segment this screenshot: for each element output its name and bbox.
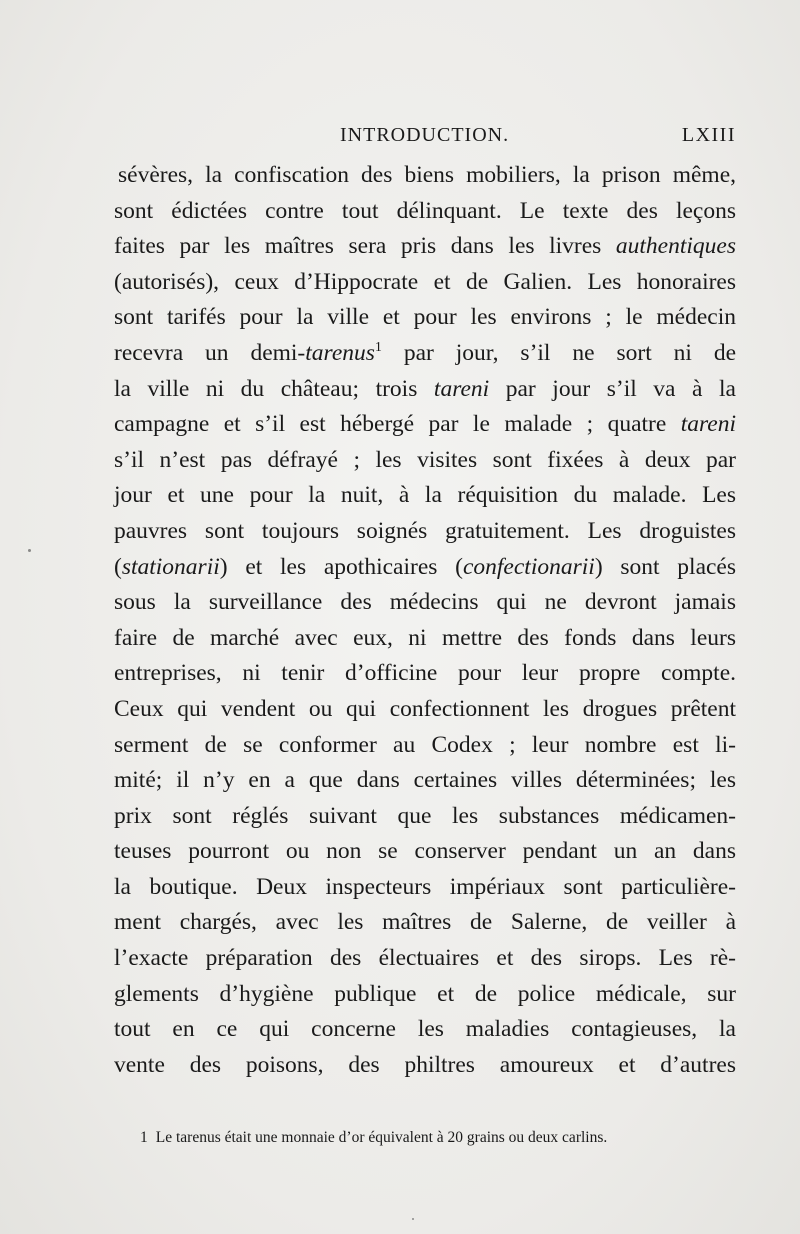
text-line: prix sont réglés suivant que les substances médicamen-: [114, 802, 736, 829]
text-line: pauvres sont toujours soignés gratuitement. Les droguistes: [114, 517, 736, 544]
text-line: jour et une pour la nuit, à la réquisition du malade. Les: [114, 482, 736, 509]
text-line: sont édictées contre tout délinquant. Le texte des leçons: [114, 197, 736, 224]
italic-term: tarenus: [305, 339, 375, 366]
text-line: entreprises, ni tenir d’officine pour leur propre compte.: [114, 660, 736, 687]
text-line: la boutique. Deux inspecteurs impériaux sont particulière-: [114, 873, 736, 900]
text-line: faire de marché avec eux, ni mettre des fonds dans leurs: [114, 624, 736, 651]
italic-term: tareni: [680, 411, 736, 438]
text-line: la ville ni du château; trois tareni par jour s’il va à la: [114, 375, 736, 402]
text-line: mité; il n’y en a que dans certaines villes déterminées; les: [114, 767, 736, 794]
footnote-ref: 1: [374, 339, 382, 355]
footnote: [140, 1129, 740, 1147]
text-line: serment de se conformer au Codex ; leur nombre est li-: [114, 731, 736, 758]
paper-speck: [28, 549, 31, 552]
text-line: vente des poisons, des philtres amoureux et d’autres: [114, 1051, 736, 1078]
text-line: l’exacte préparation des électuaires et des sirops. Les rè-: [114, 945, 736, 972]
text-line: s’il n’est pas défrayé ; les visites sont fixées à deux par: [114, 446, 736, 473]
page-header: [114, 124, 736, 154]
text-line: (stationarii) et les apothicaires (confectionarii) sont placés: [114, 553, 737, 580]
text-line: sévères, la confiscation des biens mobiliers, la prison même,: [118, 162, 736, 188]
text-line: Ceux qui vendent ou qui confectionnent les drogues prêtent: [114, 695, 736, 722]
italic-term: tareni: [433, 375, 490, 402]
text-line: sous la surveillance des médecins qui ne devront jamais: [114, 589, 736, 616]
footnote-text: Le tarenus était une monnaie d’or équivalent à 20 grains ou deux carlins.: [155, 1129, 608, 1146]
text-line: campagne et s’il est hébergé par le malade ; quatre tareni: [114, 411, 736, 438]
body-text: [114, 158, 736, 1083]
running-head: INTRODUCTION.: [340, 124, 510, 146]
page-number: LXIII: [681, 124, 736, 146]
text-line: glements d’hygiène publique et de police médicale, sur: [114, 980, 736, 1007]
text-line: faites par les maîtres sera pris dans les livres authentiques: [114, 233, 736, 260]
italic-term: stationarii: [121, 553, 220, 580]
italic-term: authentiques: [615, 233, 736, 260]
text-line: ment chargés, avec les maîtres de Salerne, de veiller à: [114, 909, 736, 936]
text-line: tout en ce qui concerne les maladies contagieuses, la: [114, 1016, 736, 1043]
paper-speck: [412, 1218, 414, 1220]
text-line: sont tarifés pour la ville et pour les environs ; le médecin: [114, 304, 736, 331]
footnote-mark: 1: [140, 1129, 148, 1146]
italic-term: confectionarii: [462, 553, 595, 580]
text-line: recevra un demi-tarenus$^1$ par jour, s’il ne sort ni de: [114, 339, 737, 366]
text-line: teuses pourront ou non se conserver pendant un an dans: [114, 838, 736, 865]
text-line: (autorisés), ceux d’Hippocrate et de Galien. Les honoraires: [114, 268, 736, 295]
